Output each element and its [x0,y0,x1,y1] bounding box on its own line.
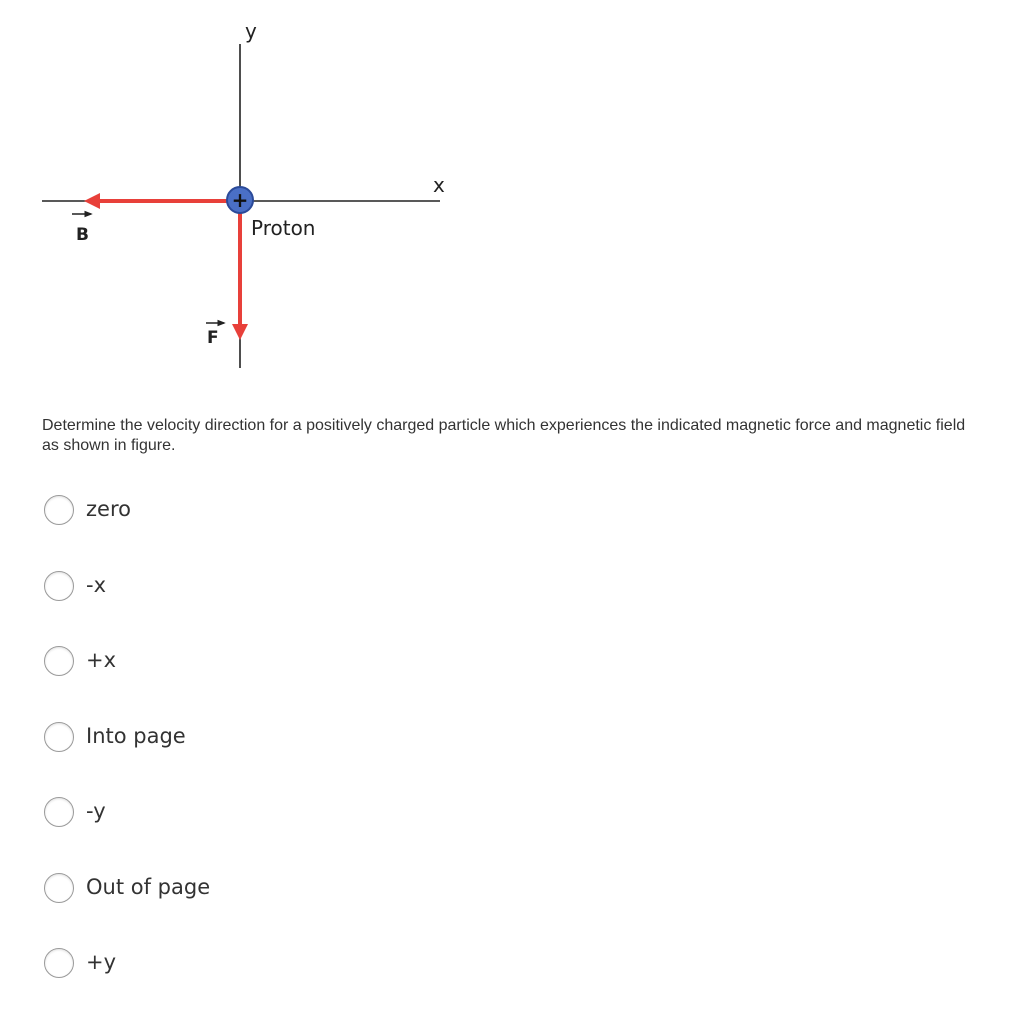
answer-option[interactable] [44,868,644,944]
proton-charge-symbol: + [231,188,249,212]
radio-button[interactable] [44,646,74,676]
radio-button[interactable] [44,495,74,525]
answer-option[interactable] [44,490,644,566]
x-axis-label: x [433,173,445,197]
answer-label: Out of page [86,874,211,899]
answer-label: -x [86,572,107,597]
answer-list [44,490,644,1012]
answer-option[interactable] [44,943,644,1012]
answer-option[interactable] [44,641,644,717]
answer-label: Into page [86,723,186,748]
radio-button[interactable] [44,571,74,601]
answer-option[interactable] [44,792,644,868]
physics-figure [0,0,1024,380]
answer-label: +y [86,950,117,974]
proton-label: Proton [251,216,316,240]
radio-button[interactable] [44,722,74,752]
radio-button[interactable] [44,797,74,827]
answer-label: -y [86,799,106,823]
question-text: Determine the velocity direction for a positively charged particle which experiences the indicated magnetic force and magnetic field as shown in figure. [42,417,966,454]
answer-option[interactable] [44,566,644,642]
radio-button[interactable] [44,873,74,903]
answer-label: zero [86,497,131,521]
answer-option[interactable] [44,717,644,793]
field-label: B [76,225,89,245]
answer-label: +x [86,648,117,672]
y-axis-label: y [245,19,257,43]
radio-button[interactable] [44,948,74,978]
force-label: F [207,328,219,348]
